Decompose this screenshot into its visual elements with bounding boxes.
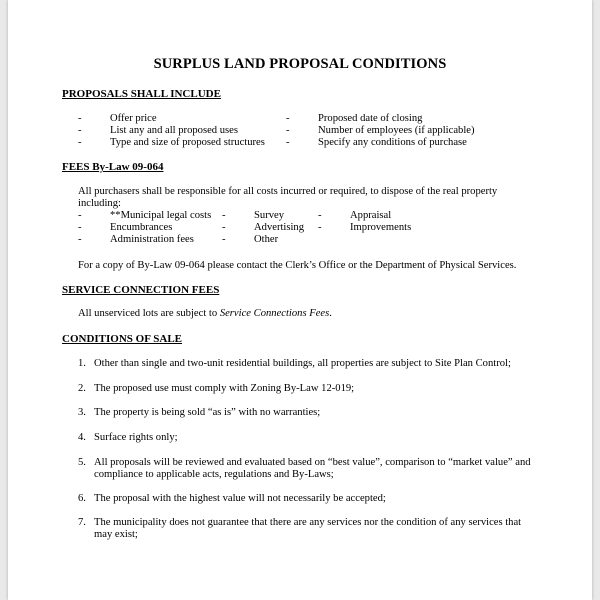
proposal-item: Number of employees (if applicable) — [318, 125, 475, 136]
condition-text: The proposed use must comply with Zoning By-Law 12-019; — [94, 383, 355, 394]
fee-item: Survey — [254, 210, 285, 221]
proposal-bullet: - — [78, 125, 82, 136]
proposal-bullet: - — [286, 113, 290, 124]
condition-text-continued: may exist; — [94, 529, 138, 540]
fee-bullet: - — [78, 210, 82, 221]
fees-intro-line2: including: — [78, 198, 121, 209]
conditions-heading: CONDITIONS OF SALE — [62, 333, 183, 345]
condition-text: The property is being sold “as is” with no warranties; — [94, 407, 321, 418]
condition-text: Surface rights only; — [94, 432, 178, 443]
fee-item: Administration fees — [110, 234, 194, 245]
fee-item: **Municipal legal costs — [110, 210, 212, 221]
condition-number: 6. — [78, 493, 86, 504]
fees-intro-line1: All purchasers shall be responsible for all costs incurred or required, to dispose of the real property — [78, 186, 498, 197]
condition-number: 5. — [78, 457, 86, 468]
proposal-item: Offer price — [110, 113, 157, 124]
service-text-prefix: All unserviced lots are subject to — [78, 308, 220, 319]
fee-item: Advertising — [254, 222, 305, 233]
fee-bullet: - — [78, 234, 82, 245]
service-text — [78, 307, 332, 320]
proposal-item: Specify any conditions of purchase — [318, 137, 467, 148]
condition-number: 4. — [78, 432, 86, 443]
fee-bullet: - — [78, 222, 82, 233]
fee-item: Encumbrances — [110, 222, 173, 233]
fee-item: Other — [254, 234, 279, 245]
condition-number: 2. — [78, 383, 86, 394]
condition-number: 3. — [78, 407, 86, 418]
proposal-item: List any and all proposed uses — [110, 125, 238, 136]
proposal-bullet: - — [78, 137, 82, 148]
condition-text-continued: compliance to applicable acts, regulations and By-Laws; — [94, 469, 334, 480]
fee-bullet: - — [222, 222, 226, 233]
proposal-bullet: - — [286, 137, 290, 148]
fee-bullet: - — [222, 210, 226, 221]
service-text-suffix: . — [329, 308, 332, 319]
proposal-item: Proposed date of closing — [318, 113, 423, 124]
condition-text: Other than single and two-unit residential buildings, all properties are subject to Site Plan Control; — [94, 358, 511, 369]
proposal-item: Type and size of proposed structures — [110, 137, 265, 148]
fees-heading: FEES By-Law 09-064 — [62, 161, 164, 173]
condition-text: All proposals will be reviewed and evaluated based on “best value”, comparison to “market value” and — [94, 457, 531, 468]
condition-text: The proposal with the highest value will not necessarily be accepted; — [94, 493, 386, 504]
service-text-italic: Service Connections Fees — [219, 308, 330, 319]
proposals-heading: PROPOSALS SHALL INCLUDE — [62, 88, 221, 100]
proposal-bullet: - — [78, 113, 82, 124]
fee-bullet: - — [222, 234, 226, 245]
document-page — [8, 0, 592, 600]
fee-item: Appraisal — [350, 210, 392, 221]
fee-bullet: - — [318, 222, 322, 233]
page-title: SURPLUS LAND PROPOSAL CONDITIONS — [153, 56, 447, 72]
condition-number: 1. — [78, 358, 86, 369]
fees-copy-note: For a copy of By-Law 09-064 please contact the Clerk’s Office or the Department of Physical Services. — [78, 260, 517, 271]
proposal-bullet: - — [286, 125, 290, 136]
fee-bullet: - — [318, 210, 322, 221]
fee-item: Improvements — [350, 222, 412, 233]
service-heading: SERVICE CONNECTION FEES — [62, 284, 220, 296]
condition-number: 7. — [78, 517, 86, 528]
condition-text: The municipality does not guarantee that there are any services nor the condition of any services that — [94, 517, 522, 528]
